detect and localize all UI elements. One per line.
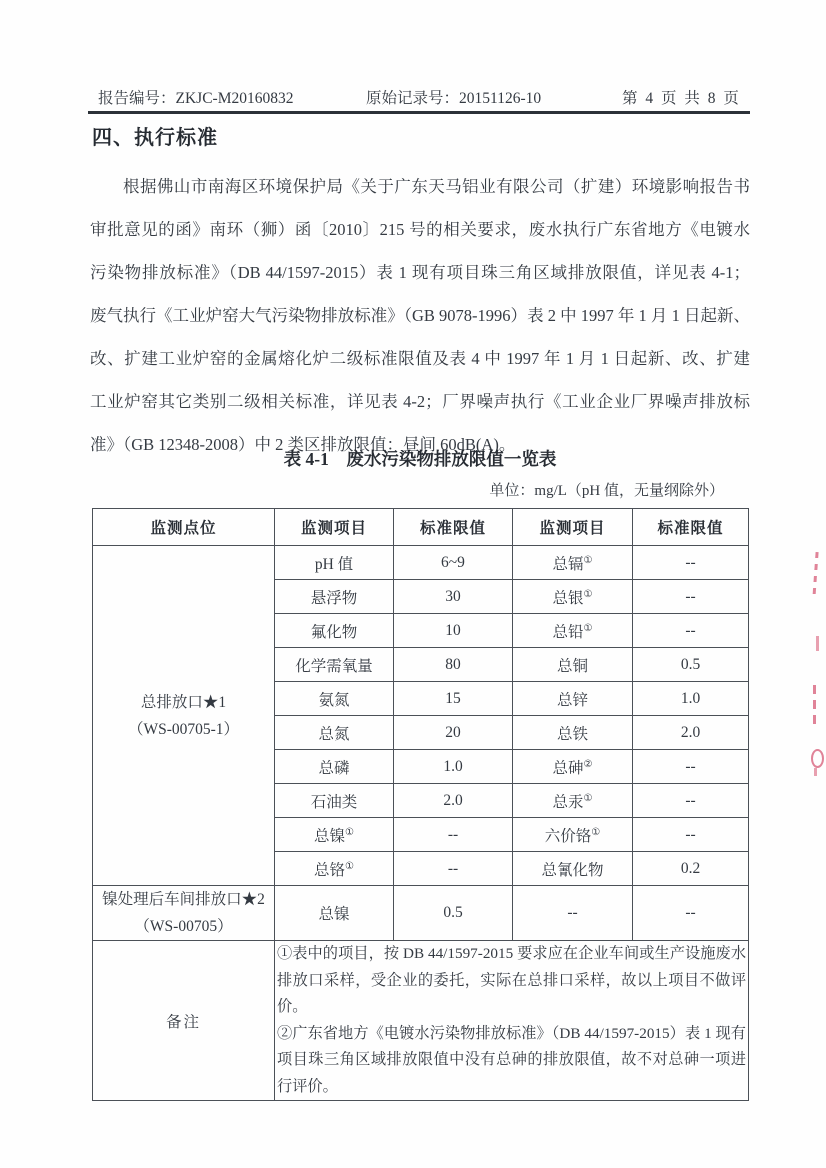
footnote-superscript: ① — [591, 826, 601, 838]
report-number-label: 报告编号： — [98, 90, 176, 107]
paragraph-line: 改、扩建工业炉窑的金属熔化炉二级标准限值及表 4 中 1997 年 1 月 1 日起新、改、扩建 — [90, 349, 750, 368]
red-margin-mark — [811, 749, 824, 768]
table-cell: 氨氮 — [275, 682, 394, 716]
remark-label-cell: 备注 — [93, 941, 275, 1101]
table-cell: 总汞① — [513, 784, 633, 818]
table-cell: 15 — [394, 682, 513, 716]
table-header-cell: 监测项目 — [275, 509, 394, 546]
table-cell: 总锌 — [513, 682, 633, 716]
table-cell: -- — [394, 818, 513, 852]
footnote-superscript: ① — [583, 792, 593, 804]
table-cell: 20 — [394, 716, 513, 750]
table-cell: 总铜 — [513, 648, 633, 682]
monitoring-point-line: （WS-00705-1） — [127, 720, 240, 738]
table-cell: -- — [633, 784, 749, 818]
table-row — [93, 546, 749, 580]
table-cell: 总铅① — [513, 614, 633, 648]
header-divider-line — [88, 111, 750, 114]
paragraph — [90, 165, 750, 466]
table-cell: 2.0 — [633, 716, 749, 750]
monitoring-point-line: 总排放口★1 — [140, 693, 227, 711]
table-cell: 悬浮物 — [275, 580, 394, 614]
report-number-value: ZKJC-M20160832 — [175, 90, 294, 107]
table-cell: -- — [633, 580, 749, 614]
table-cell: 30 — [394, 580, 513, 614]
table-cell: 总氰化物 — [513, 852, 633, 886]
table-header-row — [93, 509, 749, 546]
table-cell: 总镉① — [513, 546, 633, 580]
table-cell: 石油类 — [275, 784, 394, 818]
red-margin-mark — [814, 768, 817, 776]
table-cell: 总铁 — [513, 716, 633, 750]
remark-note: ②广东省地方《电镀水污染物排放标准》（DB 44/1597-2015）表 1 现有项目珠三角区域排放限值中没有总砷的排放限值，故不对总砷一项进行评价。 — [277, 1024, 746, 1095]
table-cell: 六价铬① — [513, 818, 633, 852]
paragraph-line: 污染物排放标准》（DB 44/1597-2015）表 1 现有项目珠三角区域排放限值，详见表 4-1； — [90, 263, 750, 282]
paragraph-line: 根据佛山市南海区环境保护局《关于广东天马铝业有限公司（扩建）环境影响报告书 — [123, 177, 750, 196]
table-cell: 0.5 — [394, 886, 513, 941]
table-cell: 1.0 — [633, 682, 749, 716]
table-header-cell: 监测点位 — [93, 509, 275, 546]
table-cell: -- — [394, 852, 513, 886]
table-header-cell: 监测项目 — [513, 509, 633, 546]
table-cell: 1.0 — [394, 750, 513, 784]
monitoring-point-line: 镍处理后车间排放口★2 — [102, 891, 265, 908]
table-cell: 0.2 — [633, 852, 749, 886]
table-cell: 总镍① — [275, 818, 394, 852]
discharge-limits-table — [92, 508, 749, 1101]
remark-row — [93, 941, 749, 1101]
red-margin-mark — [816, 636, 819, 651]
paragraph-line: 审批意见的函》南环（狮）函〔2010〕215 号的相关要求，废水执行广东省地方《电镀水 — [90, 220, 750, 239]
monitoring-point-cell — [93, 546, 275, 886]
table-cell: 10 — [394, 614, 513, 648]
table-cell: -- — [633, 546, 749, 580]
record-number — [366, 86, 541, 108]
table-cell: -- — [633, 750, 749, 784]
table-cell: -- — [633, 818, 749, 852]
footnote-superscript: ① — [583, 588, 593, 600]
table-cell: 总氮 — [275, 716, 394, 750]
table-cell: 6~9 — [394, 546, 513, 580]
document-header — [90, 86, 750, 110]
section-title: 四、执行标准 — [92, 127, 218, 149]
unit-note: 单位：mg/L（pH 值，无量纲除外） — [489, 483, 724, 499]
monitoring-point-cell — [93, 886, 275, 941]
footnote-superscript: ① — [345, 860, 354, 872]
table-cell: 0.5 — [633, 648, 749, 682]
table-header-cell: 标准限值 — [394, 509, 513, 546]
table-cell: 氟化物 — [275, 614, 394, 648]
table-cell: 2.0 — [394, 784, 513, 818]
footnote-superscript: ② — [583, 758, 593, 770]
red-margin-mark — [813, 685, 816, 725]
red-margin-mark — [812, 552, 818, 598]
table-cell: -- — [513, 886, 633, 941]
paragraph-line: 工业炉窑其它类别二级相关标准，详见表 4-2；厂界噪声执行《工业企业厂界噪声排放标 — [90, 392, 750, 411]
remark-note: ①表中的项目，按 DB 44/1597-2015 要求应在企业车间或生产设施废水排放口采样，受企业的委托，实际在总排口采样，故以上项目不做评价。 — [277, 945, 746, 1015]
table-cell: 总铬① — [275, 852, 394, 886]
monitoring-point-line: （WS-00705） — [134, 918, 233, 935]
footnote-superscript: ① — [583, 622, 593, 634]
table-cell: 总砷② — [513, 750, 633, 784]
table-cell: -- — [633, 614, 749, 648]
table-title: 表 4-1 废水污染物排放限值一览表 — [283, 449, 557, 469]
table-cell: 总银① — [513, 580, 633, 614]
report-number — [98, 86, 294, 108]
footnote-superscript: ① — [583, 554, 593, 566]
table-cell: pH 值 — [275, 546, 394, 580]
page-number: 第 4 页 共 8 页 — [622, 90, 741, 107]
table-cell: -- — [633, 886, 749, 941]
table-header-cell: 标准限值 — [633, 509, 749, 546]
record-number-value: 20151126-10 — [459, 90, 542, 107]
table-cell: 总镍 — [275, 886, 394, 941]
footnote-superscript: ① — [345, 826, 354, 838]
table-cell: 化学需氧量 — [275, 648, 394, 682]
table-cell: 总磷 — [275, 750, 394, 784]
record-number-label: 原始记录号： — [366, 90, 460, 107]
paragraph-line: 准》（GB 12348-2008）中 2 类区排放限值：昼间 60dB(A)。 — [90, 435, 516, 454]
table-row — [93, 886, 749, 941]
table-cell: 80 — [394, 648, 513, 682]
paragraph-line: 废气执行《工业炉窑大气污染物排放标准》（GB 9078-1996）表 2 中 1997 年 1 月 1 日起新、 — [90, 306, 750, 325]
remark-text-cell — [275, 941, 749, 1101]
